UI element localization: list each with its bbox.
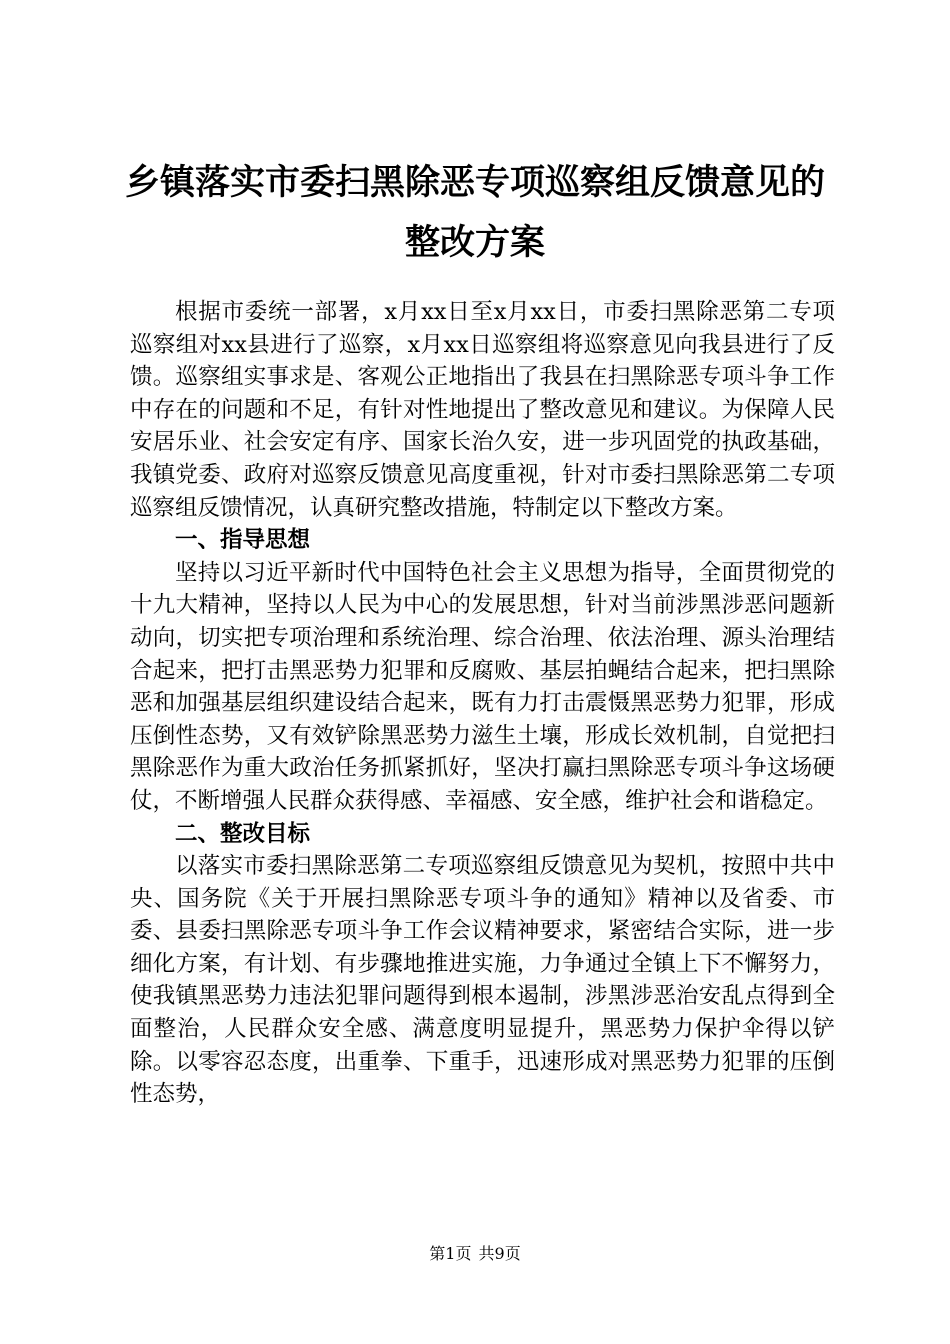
document-body (130, 296, 835, 1111)
page-number-footer: 第1页 共9页 (429, 1244, 521, 1263)
section-paragraph-guiding-ideology: 坚持以习近平新时代中国特色社会主义思想为指导，全面贯彻党的十九大精神，坚持以人民为中心的发展思想，针对当前涉黑涉恶问题新动向，切实把专项治理和系统治理、综合治理、依法治理、源头治理结合起来，把打击黑恶势力犯罪和反腐败、基层拍蝇结合起来，把扫黑除恶和加强基层组织建设结合起来，既有力打击震慑黑恶势力犯罪，形成压倒性态势，又有效铲除黑恶势力滋生土壤，形成长效机制，自觉把扫黑除恶作为重大政治任务抓紧抓好，坚决打赢扫黑除恶专项斗争这场硬仗，不断增强人民群众获得感、幸福感、安全感，维护社会和谐稳定。 (130, 559, 835, 814)
section-paragraph-rectification-goals: 以落实市委扫黑除恶第二专项巡察组反馈意见为契机，按照中共中央、国务院《关于开展扫黑除恶专项斗争的通知》精神以及省委、市委、县委扫黑除恶专项斗争工作会议精神要求，紧密结合实际，进一步细化方案，有计划、有步骤地推进实施，力争通过全镇上下不懈努力，使我镇黑恶势力违法犯罪问题得到根本遏制，涉黑涉恶治安乱点得到全面整治，人民群众安全感、满意度明显提升，黑恶势力保护伞得以铲除。以零容忍态度，出重拳、下重手，迅速形成对黑恶势力犯罪的压倒性态势， (130, 853, 835, 1108)
intro-paragraph: 根据市委统一部署，x月xx日至x月xx日，市委扫黑除恶第二专项巡察组对xx县进行了巡察，x月xx日巡察组将巡察意见向我县进行了反馈。巡察组实事求是、客观公正地指出了我县在扫黑除恶专项斗争工作中存在的问题和不足，有针对性地提出了整改意见和建议。为保障人民安居乐业、社会安定有序、国家长治久安，进一步巩固党的执政基础，我镇党委、政府对巡察反馈意见高度重视，针对市委扫黑除恶第二专项巡察组反馈情况，认真研究整改措施，特制定以下整改方案。 (130, 299, 835, 521)
section-heading-guiding-ideology: 一、指导思想 (175, 527, 311, 554)
section-heading-rectification-goals: 二、整改目标 (175, 820, 311, 847)
document-title-line-2: 整改方案 (404, 223, 545, 263)
document-title-line-1: 乡镇落实市委扫黑除恶专项巡察组反馈意见的 (124, 163, 825, 203)
